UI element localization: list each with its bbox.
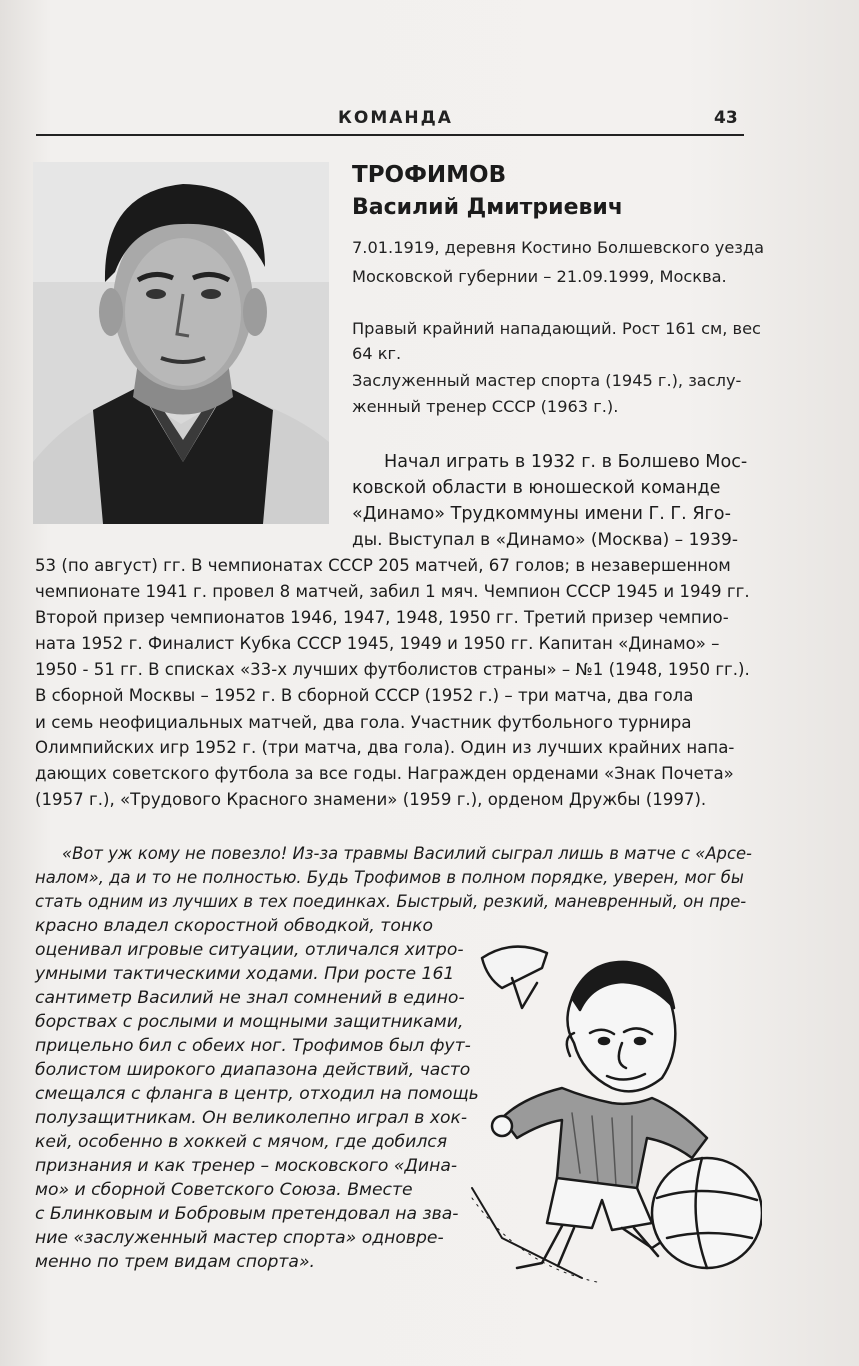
quote-line: с Блинковым и Бобровым претендовал на зва- bbox=[35, 1204, 459, 1224]
birth-info-line: Московской губернии – 21.09.1999, Москва. bbox=[352, 267, 727, 286]
quote-line: смещался с фланга в центр, отходил на помощь bbox=[35, 1084, 479, 1104]
position-info-line: Правый крайний нападающий. Рост 161 см, вес bbox=[352, 319, 761, 338]
quote-line: оценивал игровые ситуации, отличался хитро- bbox=[35, 940, 464, 960]
bio-line: дающих советского футбола за все годы. Награжден орденами «Знак Почета» bbox=[35, 764, 734, 783]
quote-line: стать одним из лучших в тех поединках. Быстрый, резкий, маневренный, он пре- bbox=[35, 892, 747, 911]
page-number: 43 bbox=[714, 108, 738, 128]
bio-line: В сборной Москвы – 1952 г. В сборной СССР (1952 г.) – три матча, два гола bbox=[35, 686, 694, 705]
bio-line: и семь неофициальных матчей, два гола. Участник футбольного турнира bbox=[35, 712, 692, 732]
bio-line: чемпионате 1941 г. провел 8 матчей, забил 1 мяч. Чемпион СССР 1945 и 1949 гг. bbox=[35, 582, 750, 601]
quote-line: умными тактическими ходами. При росте 161 bbox=[35, 964, 455, 984]
running-header-section: КОМАНДА bbox=[338, 108, 453, 128]
portrait-photo bbox=[33, 162, 329, 524]
quote-line: болистом широкого диапазона действий, часто bbox=[35, 1060, 471, 1080]
bio-line: «Динамо» Трудкоммуны имени Г. Г. Яго- bbox=[352, 504, 731, 524]
quote-line: «Вот уж кому не повезло! Из-за травмы Василий сыграл лишь в матче с «Арсе- bbox=[62, 844, 752, 863]
birth-info-line: 7.01.1919, деревня Костино Болшевского уезда bbox=[352, 238, 765, 257]
bio-line: ды. Выступал в «Динамо» (Москва) – 1939- bbox=[352, 530, 738, 550]
bio-line: 53 (по август) гг. В чемпионатах СССР 205 матчей, 67 голов; в незавершенном bbox=[35, 556, 731, 575]
quote-line: полузащитникам. Он великолепно играл в хок- bbox=[35, 1108, 468, 1128]
title-info-line: женный тренер СССР (1963 г.). bbox=[352, 397, 619, 416]
quote-line: ние «заслуженный мастер спорта» одновре- bbox=[35, 1228, 444, 1248]
header-rule bbox=[36, 134, 744, 136]
bio-line: 1950 - 51 гг. В списках «33-х лучших футболистов страны» – №1 (1948, 1950 гг.). bbox=[35, 660, 750, 679]
bio-line: ковской области в юношеской команде bbox=[352, 478, 721, 498]
position-info-line: 64 кг. bbox=[352, 344, 402, 363]
quote-line: налом», да и то не полностью. Будь Трофимов в полном порядке, уверен, мог бы bbox=[35, 868, 744, 887]
quote-line: мо» и сборной Советского Союза. Вместе bbox=[35, 1180, 413, 1200]
quote-line: борствах с рослыми и мощными защитниками, bbox=[35, 1012, 464, 1032]
bio-line: Второй призер чемпионатов 1946, 1947, 1948, 1950 гг. Третий призер чемпио- bbox=[35, 608, 729, 627]
bio-line: Начал играть в 1932 г. в Болшево Мос- bbox=[384, 452, 748, 472]
quote-line: прицельно бил с обеих ног. Трофимов был фут- bbox=[35, 1036, 471, 1056]
quote-line: признания и как тренер – московского «Дина- bbox=[35, 1156, 458, 1176]
title-info-line: Заслуженный мастер спорта (1945 г.), заслу- bbox=[352, 371, 742, 390]
person-names: Василий Дмитриевич bbox=[352, 195, 623, 220]
bio-line: (1957 г.), «Трудового Красного знамени» (1959 г.), орденом Дружбы (1997). bbox=[35, 790, 707, 809]
quote-line: менно по трем видам спорта». bbox=[35, 1252, 316, 1272]
footballer-caricature bbox=[462, 938, 762, 1288]
person-surname: ТРОФИМОВ bbox=[352, 162, 507, 188]
quote-line: кей, особенно в хоккей с мячом, где добился bbox=[35, 1132, 448, 1152]
quote-line: сантиметр Василий не знал сомнений в едино- bbox=[35, 988, 465, 1008]
bio-line: ната 1952 г. Финалист Кубка СССР 1945, 1949 и 1950 гг. Капитан «Динамо» – bbox=[35, 634, 720, 653]
bio-line: Олимпийских игр 1952 г. (три матча, два гола). Один из лучших крайних напа- bbox=[35, 738, 735, 757]
quote-line: красно владел скоростной обводкой, тонко bbox=[35, 916, 433, 936]
